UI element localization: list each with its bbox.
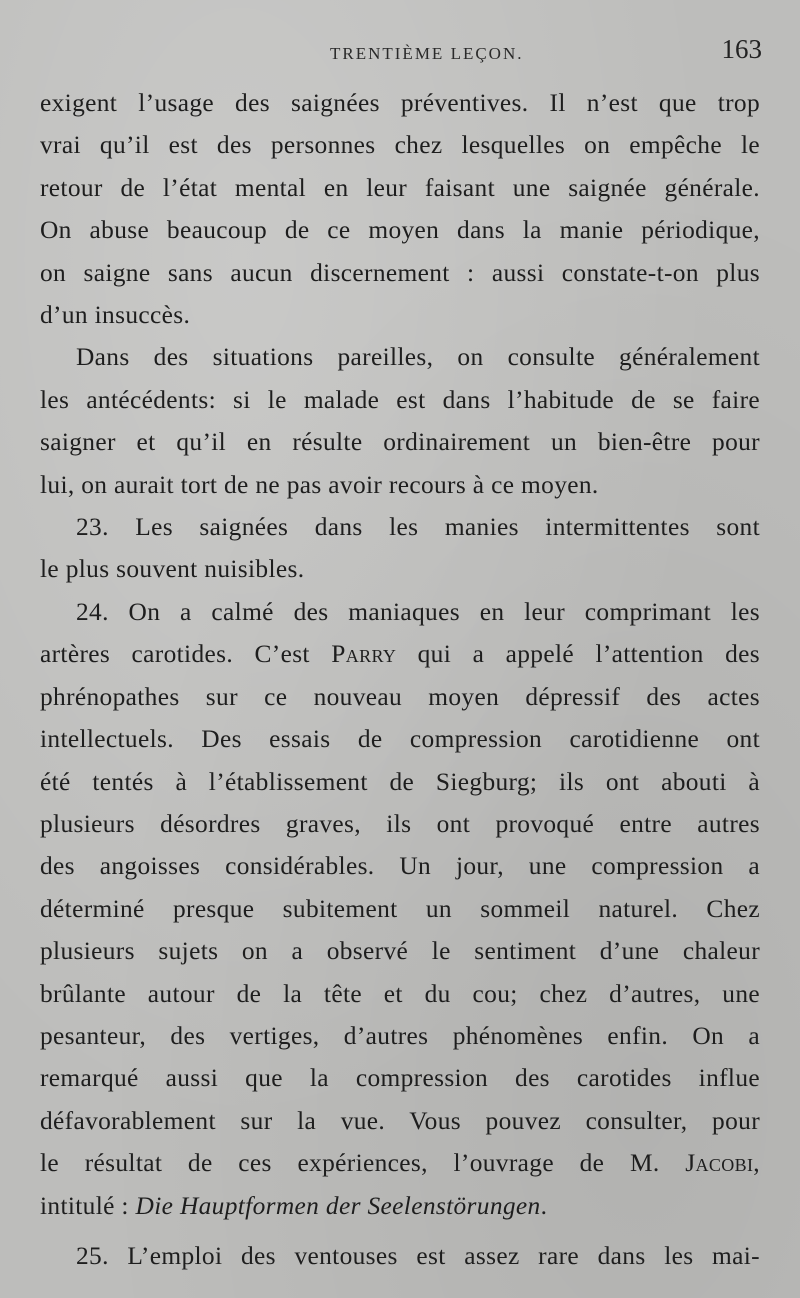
page-header <box>40 36 762 70</box>
text-line: On abuse beaucoup de ce moyen dans la manie périodique, <box>40 216 760 245</box>
text-line: 23. Les saignées dans les manies intermittentes sont <box>76 513 760 542</box>
text-line: pesanteur, des vertiges, d’autres phénomènes enfin. On a <box>40 1021 760 1050</box>
body-text <box>40 82 760 1277</box>
text-line: été tentés à l’établissement de Siegburg; ils ont abouti à <box>40 767 760 796</box>
text-fragment: artères carotides. C’est <box>40 640 332 669</box>
text-line: défavorablement sur la vue. Vous pouvez consulter, pour <box>40 1106 760 1135</box>
text-line: remarqué aussi que la compression des carotides influe <box>40 1064 760 1093</box>
text-line: saigner et qu’il en résulte ordinairement un bien-être pour <box>40 428 760 457</box>
text-line: plusieurs sujets on a observé le sentiment d’une chaleur <box>40 937 760 966</box>
author-name-parry: Parry <box>331 640 397 669</box>
text-line: d’un insuccès. <box>40 301 191 330</box>
text-line: exigent l’usage des saignées préventives. Il n’est que trop <box>40 89 760 117</box>
text-line: 24. On a calmé des maniaques en leur comprimant les <box>76 597 760 626</box>
text-line: plusieurs désordres graves, ils ont provoqué entre autres <box>40 809 760 838</box>
text-fragment: le résultat de ces expériences, l’ouvrage de M. <box>40 1149 686 1178</box>
page-number: 163 <box>721 34 762 64</box>
text-line: lui, on aurait tort de ne pas avoir recours à ce moyen. <box>40 470 599 499</box>
text-line <box>40 1142 760 1184</box>
text-line: on saigne sans aucun discernement : aussi constate-t-on plus <box>40 258 760 287</box>
text-fragment: . <box>540 1191 548 1220</box>
text-line: intellectuels. Des essais de compression carotidienne ont <box>40 725 760 754</box>
text-line: vrai qu’il est des personnes chez lesquelles on empêche le <box>40 131 760 160</box>
book-title: Die Hauptformen der Seelenstörungen <box>135 1191 541 1220</box>
text-fragment: qui a appelé l’attention des <box>396 640 760 669</box>
text-fragment: intitulé : <box>40 1191 136 1220</box>
author-name-jacobi: Jacobi <box>685 1149 754 1178</box>
text-line: Dans des situations pareilles, on consulte généralement <box>76 343 760 372</box>
text-line <box>40 1185 760 1227</box>
text-line: déterminé presque subitement un sommeil naturel. Chez <box>40 894 760 923</box>
text-line: le plus souvent nuisibles. <box>40 555 305 584</box>
text-line: retour de l’état mental en leur faisant une saignée générale. <box>40 173 760 202</box>
text-line: des angoisses considérables. Un jour, une compression a <box>40 852 760 881</box>
text-line: les antécédents: si le malade est dans l’habitude de se faire <box>40 385 760 414</box>
text-fragment: , <box>753 1149 760 1178</box>
text-line: 25. L’emploi des ventouses est assez rare dans les mai- <box>76 1241 760 1270</box>
text-line: brûlante autour de la tête et du cou; chez d’autres, une <box>40 979 760 1008</box>
running-title: TRENTIÈME LEÇON. <box>330 44 524 63</box>
text-line: phrénopathes sur ce nouveau moyen dépressif des actes <box>40 682 760 711</box>
text-line <box>40 633 760 675</box>
